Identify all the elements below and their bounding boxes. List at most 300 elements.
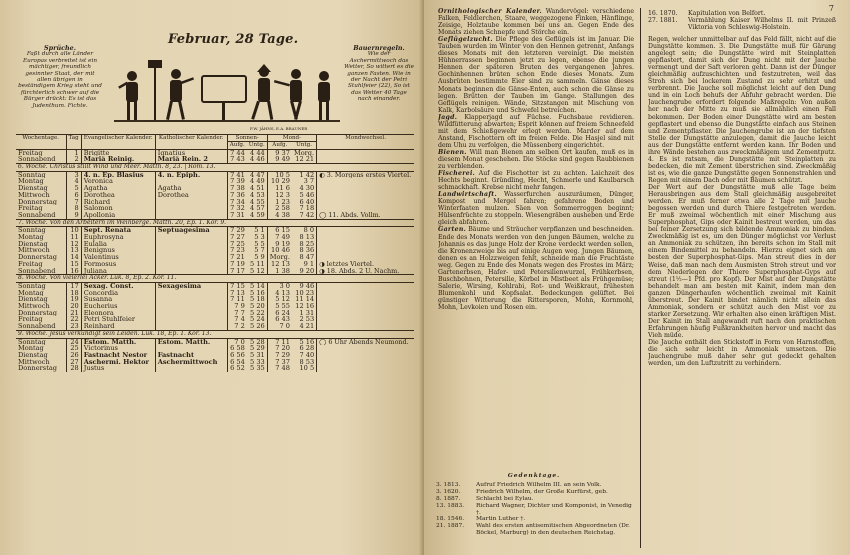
right-column-2 [648,36,836,367]
catholic-cell: Sexagesima [155,282,227,289]
sunset-cell: 4 51 [250,185,265,192]
gedenktage-list [436,482,632,537]
left-page [0,0,424,555]
moon-phase-cell [317,316,414,323]
evangelical-cell: Estom. Matth. [81,338,155,345]
evangelical-cell: Sept. Renata [81,227,155,234]
sunset-cell: 5 14 [250,282,265,290]
sunrise-cell: 7 13 [227,290,247,297]
evangelical-cell: Valentinus [81,254,155,261]
weekday-cell: Mittwoch [18,358,50,366]
day-row [16,178,414,185]
sunset-cell: 5 12 [250,267,265,275]
moonrise-cell: 9 19 [267,241,292,248]
day-number-cell: 5 [66,185,81,192]
gedenktag-row [436,503,632,517]
moon-phase-cell: ◯ 11. Abds. Vollm. [317,212,414,219]
text-paragraph [438,8,634,36]
moon-phase-cell [317,178,414,185]
weekday-cell: Montag [18,178,44,186]
moonrise-cell: 6 43 [267,316,292,323]
text-paragraph [438,170,634,191]
right-column-1 [438,8,634,311]
moonset-cell: 4 30 [299,185,315,192]
gedenktag-row [436,523,632,537]
paragraph-heading: Bienen. [438,148,467,156]
catholic-cell: Fastnacht [155,352,227,359]
moonrise-cell: 4 38 [267,212,292,219]
catholic-cell: Septuagesima [155,227,227,234]
sunrise-cell: 7 17 [227,268,247,275]
catholic-cell: Ignatius [155,149,227,156]
moonrise-cell: 10 29 [267,178,292,185]
header-moon-set: Untg. [292,142,317,149]
gedenktag-text: Richard Wagner, Dichter und Komponist, in Venedig †. [476,502,632,516]
day-number-cell: 23 [66,323,81,330]
evangelical-cell: Formosus [81,261,155,268]
gedenktag-row [436,496,632,503]
day-row [16,247,414,254]
evangelical-cell: Euphrosyna [81,234,155,241]
moonrise-cell: 12 3 [267,192,292,199]
moonset-cell: 8 36 [299,247,315,255]
moonrise-cell: 2 58 [267,205,292,212]
sunset-cell: 4 53 [250,191,265,199]
weekday-cell: Dienstag [18,240,48,248]
day-number-cell: 18 [66,290,81,297]
day-number-cell: 1 [66,149,81,156]
paragraph-body: Der Wert auf der Dungstätte muß alle Tage beim Herausbringen aus dem Stall gleichmäßig ausgebreitet werden. Er muß ferner etwa alle 2 Tage mit Jauche begossen werden und durch Thiere festgetreten werden. Er muß zweimal wöchentlich mit einer Mischung aus Superphosphat, Gips oder Kainit bestreut werden, um das bei feiner Zersetzung sich bildende Ammoniak zu binden. Zweckmäßig ist es, um den Dünger möglichst vor Verlust an Ammoniak zu schützen, ihn bereits schon im Stall mit einem Bindemittel zu behandeln. Hierzu eignet sich am besten der Superphosphat-Gips. Man streut dies in der Weise, daß man nach dem Ausmisten Stroh streut und vor dem Niederlegen der Thiere Superphosphat-Gyps auf streut (1½—1 Pfd. pro Kopf). Der Mist auf der Dungstätte behandelt man am besten mit Kainit, indem man den ganzen Düngerhaufen wöchentlich zweimal mit Kainit überstreut. Der Kainit bindet nämlich nicht allein das Ammoniak, sondern er schützt auch den Mist vor zu starker Zersetzung. Wir erhalten also einen kräftigen Mist. Der Kainit im Stall angewandt ruft nach den praktischen Erfahrungen häufig Fußkrankheiten hervor und macht das Vieh müde. [648,183,836,339]
commemoration-row [648,10,836,17]
catholic-cell [155,254,227,261]
catholic-cell [155,205,227,212]
sunset-cell: 4 46 [250,156,265,164]
sunset-cell: 4 44 [250,149,265,157]
moonrise-cell: 7 0 [267,323,292,330]
moonrise-cell: 7 20 [267,345,292,352]
moonset-cell: 6 28 [299,345,315,352]
moonrise-cell: 1 38 [267,268,292,275]
moon-phase-cell: ◯ 6 Uhr Abends Neumond. [317,338,414,345]
paragraph-body: Die Jauche enthält den Stickstoff in Form von Harnstoffen, die sich sehr leicht in Ammoniak umsetzen. Die Jauchengrube muß daher sehr gut gedeckt gehalten werden, um den Luftzutritt zu verhindern. [648,339,836,368]
table-header-row [16,135,414,142]
moon-phase-cell [317,296,414,303]
sunrise-cell: 7 29 [227,227,247,234]
evangelical-cell: Sexag. Const. [81,282,155,289]
moonset-cell: 7 40 [299,351,315,359]
illustration-dancing-figures [114,46,340,132]
moonset-cell: 8 0 [303,226,315,235]
evangelical-cell: Agatha [81,185,155,192]
sunset-cell: 5 20 [250,303,265,310]
commemoration-year: 27. 1881. [648,17,678,25]
moonset-cell: 7 42 [299,211,315,219]
weekday-cell: Mittwoch [18,303,50,310]
sunrise-cell: 7 43 [227,156,247,163]
weekday-cell: Freitag [18,149,43,157]
weekday-cell: Sonnabend [18,156,56,164]
page-number: 7 [828,4,834,13]
moonrise-cell: 9 37 [267,149,292,156]
catholic-cell [155,365,227,372]
evangelical-cell: Concordia [81,290,155,297]
moonset-cell: 8 25 [299,240,315,248]
header-moon-rise: Aufg. [267,142,292,149]
sunrise-cell: 7 36 [227,192,247,199]
paragraph-body: Bäume und Sträucher verpflanzen und beschneiden. Ende des Monats werden von den jungen Bäumen, welche zu Johannis es das junge Holz der Krone verdeckt werden sollen, die Kronenzweige bis auf einige Augen weg. Jungen Bäumen, denen es an Holzzweigen fehlt, schneide man die Fruchtäste weg. Gegen zu Ende des Monats wegen des Frostes im März; Gartenerbsen, Hafer- und Petersilienwurzel, Frühkerbsen, Buschbohnen, Petersilie, Körbel in Mistbeet als Frühgemüse; Salerie, Wirsing, Kohlrabi, Rot- und Weißkraut, frühesten Blumenkohl und Kopfsalat. Bedeckungen gelüftet. Bei günstiger Witterung die Rittersporen, Mohn, Kornmohl, Mohn, Levkoien und Rosen ein. [438,226,634,311]
weekday-cell: Dienstag [18,296,48,304]
catholic-cell [155,241,227,248]
day-row [16,352,414,359]
gedenktag-year: 3. 1813. [436,481,461,488]
weekday-cell: Montag [18,345,44,352]
day-number-cell: 21 [66,310,81,317]
moonset-cell: 1 42 [299,171,315,179]
moonrise-cell: 5 55 [267,303,292,310]
calendar-table [16,134,414,372]
sunrise-cell: 6 52 [227,365,247,372]
moon-phase-cell: ◐ 3. Morgens erstes Viertel. [317,171,414,178]
day-row [16,205,414,212]
moonrise-cell: 6 15 [267,227,292,234]
header-catholic: Katholischer Kalender. [155,135,227,150]
catholic-cell [155,345,227,352]
week-header-row [16,275,414,283]
weekday-cell: Dienstag [18,351,48,359]
text-paragraph [438,149,634,170]
moonset-cell: 3 7 [303,178,315,186]
evangelical-cell: Veronica [81,178,155,185]
day-row [16,303,414,310]
moonset-cell: 9 46 [299,282,315,290]
text-paragraph [648,339,836,367]
gedenktag-text: Wahl des ersten antisemitischen Abgeordneten (Dr. Böckel, Marburg) in den deutschen Reichstag. [476,523,630,537]
illustration-ground [114,120,340,122]
evangelical-cell: Susanna [81,296,155,303]
moonrise-cell: 5 12 [267,296,292,303]
sunset-cell: 5 29 [250,345,265,352]
sunrise-cell: 7 32 [227,205,247,212]
sunset-cell: 5 16 [250,289,265,297]
weekday-cell: Montag [18,234,44,241]
day-row [16,323,414,330]
weekday-cell: Mittwoch [18,247,50,255]
moon-phase-cell [317,234,414,241]
sunrise-cell: 7 41 [227,171,247,178]
header-weekday: Wochentage. [16,135,66,150]
day-number-cell: 15 [66,261,81,268]
moonset-cell: 12 16 [295,303,315,310]
moonset-cell: 7 18 [299,205,315,212]
moon-phase-cell [317,149,414,156]
sunset-cell: 5 22 [250,309,265,317]
sunrise-cell: 7 4 [227,316,247,323]
moon-phase-cell [317,247,414,254]
moonset-cell: 5 46 [299,191,315,199]
sunset-cell: 4 55 [250,198,265,206]
day-number-cell: 4 [66,178,81,185]
day-number-cell: 19 [66,296,81,303]
moonset-cell: 1 31 [299,309,315,317]
day-row [16,282,414,289]
paragraph-body: Will man Bienen am selben Ort kaufen, muß es in diesem Monat geschehen. Die Stöcke sind gegen Raubbienen zu verblenden. [438,148,634,171]
moonset-cell: Morg. [293,149,315,157]
evangelical-cell: Brigitte [81,149,155,156]
gedenktag-year: 13. 1883. [436,502,465,509]
moon-phase-cell [317,254,414,261]
day-number-cell: 12 [66,241,81,248]
day-number-cell: 7 [66,199,81,206]
moon-phase-cell [317,323,414,330]
sunrise-cell: 7 11 [227,296,247,303]
sunset-cell: 4 49 [250,178,265,186]
catholic-cell [155,247,227,254]
day-row [16,212,414,219]
moonset-cell: 8 13 [299,234,315,241]
paragraph-heading: Garten. [438,226,467,234]
day-row [16,338,414,345]
evangelical-cell: Eulalia [81,241,155,248]
text-paragraph [648,36,836,184]
sunrise-cell: 7 34 [227,199,247,206]
sunrise-cell: 7 21 [227,254,247,261]
sunrise-cell: 7 25 [227,241,247,248]
paragraph-heading: Fischerei. [438,170,476,178]
day-number-cell: 13 [66,247,81,254]
day-number-cell: 25 [66,345,81,352]
moon-phase-cell [317,241,414,248]
moon-phase-cell [317,192,414,199]
right-page [424,0,850,555]
silhouette-figures [118,60,330,120]
moonrise-cell: 7 48 [267,365,292,372]
moonrise-cell: 4 13 [267,290,292,297]
day-number-cell: 28 [66,365,81,372]
day-row [16,156,414,163]
evangelical-cell: Aschermi. Hektor [81,359,155,366]
gedenktage-title: Gedenktage. [507,472,561,479]
catholic-cell [155,316,227,323]
moonrise-cell: 9 49 [267,156,292,163]
week-header-row [16,330,414,338]
text-paragraph [438,114,634,149]
gedenktag-text: Martin Luther †. [476,516,526,523]
catholic-cell: Mariä Rein. 2 [155,156,227,163]
moon-phase-cell [317,345,414,352]
moonrise-cell: 7 49 [267,234,292,241]
sunset-cell: 4 47 [250,171,265,179]
text-paragraph [438,226,634,311]
moonrise-cell: 7 29 [267,352,292,359]
catholic-cell: 4. n. Epiph. [155,171,227,178]
moonrise-cell: 11 6 [267,185,292,192]
evangelical-cell: Salomon [81,205,155,212]
header-sun-rise: Aufg. [227,142,247,149]
week-header-row [16,164,414,172]
moonset-cell: 8 53 [299,358,315,366]
weekday-cell: Mittwoch [18,191,50,199]
evangelical-cell: Juliana [81,268,155,275]
paragraph-body: Regen, welcher unmittelbar auf das Feld fällt, nicht auf die Dungstätte kommen. 3. Die Dungstätte muß für Gärung angelegt sein; die Dungstätte wird mit Steinplatten gepflastert, damit sich der Dung nicht mit der Jauche vermengt und der Saft verloren geht. Dann ist der Dünger gleichmäßig aufzuschichten und festzutreten, weil das Stroh sich bei lockerem Zustand zu sehr erhitzt und verbrennt. Die Jauche soll möglichst leicht auf den Dung und in ein Loch behufs der Abfuhr gebracht werden. Die Jauchengrube erfordert folgende Maßregeln: Von außen her nach der Mitte zu muß sie allmählich einen Fall bekommen. Der Boden einer Dungstätte wird am besten gepflastert und ebenso die Dungstätte einfach aus Steinen und Zementpflaster. Die Jauchengrube ist an der tiefsten Stelle der Dungstätte anzulegen, damit die Jauche leicht aus der Dungstätte entfernt werden kann. Ihr Boden und ihre Wände bestehen aus zweckmäßigem und Zementputz. 4. Es ist ratsam, die Dungstätte mit Steinplatten zu bedecken, die mit Zement überstrichen sind. Zweckmäßig ist es, wie die ganze Dungstätte gegen Sonnenstrahlen und Regen mit einem Dach oder mit Bäumen schützt. [648,36,836,184]
text-paragraph [648,184,836,339]
sunset-cell: 5 31 [250,351,265,359]
evangelical-cell: Benignus [81,247,155,254]
sunrise-cell: 7 2 [227,323,247,330]
week-header-text: 7. Woche. Von den Arbeitern im Weinberge. Matth. 20, Ep. 1. Kor. 9. [16,219,414,227]
evangelical-cell: Justus [81,365,155,372]
gedenktag-text: Friedrich Wilhelm, der Große Kurfürst, geb. [476,488,608,495]
evangelical-cell: Victorinus [81,345,155,352]
day-row [16,310,414,317]
sunrise-cell: 7 9 [227,303,247,310]
paragraph-heading: Jagd. [438,113,458,121]
weekday-cell: Donnerstag [18,254,57,261]
bauernregeln-title: Bauernregeln. [353,44,405,52]
gedenktag-year: 3. 1620. [436,488,461,495]
sprueche-title: Sprüche. [44,44,76,52]
header-sun: Sonnen- [227,135,267,142]
moon-phase-cell [317,282,414,289]
paragraph-heading: Ornithologischer Kalender. [438,8,543,15]
moonrise-cell: Morg. [267,254,292,261]
week-header-row [16,219,414,227]
moon-phase-cell [317,205,414,212]
moonset-cell: 2 53 [299,316,315,324]
moonrise-cell: 3 0 [267,282,292,289]
sprueche-box [18,45,102,109]
evangelical-cell: Eleonora [81,310,155,317]
moon-phase-cell [317,303,414,310]
moon-phase-cell [317,227,414,234]
day-number-cell: 11 [66,234,81,241]
day-number-cell: 3 [66,171,81,178]
gedenktag-text: Aufruf Friedrich Wilhelm III. an sein Volk. [476,481,602,488]
weekday-cell: Freitag [18,205,43,212]
weekday-cell: Sonntag [18,171,46,179]
day-number-cell: 9 [66,212,81,219]
evangelical-cell: 4. n. Ep. Blasius [81,171,155,178]
weekday-cell: Sonntag [18,226,46,235]
moon-phase-cell [317,199,414,206]
moon-phase-cell: ◑ 18. Abds. 2 U. Nachm. [317,268,414,275]
moonset-cell: 8 47 [299,254,315,261]
weekday-cell: Donnerstag [18,365,57,373]
moon-phase-cell [317,290,414,297]
day-number-cell: 2 [66,156,81,163]
day-number-cell: 6 [66,192,81,199]
moonrise-cell: 10 5 [267,171,292,178]
header-day: Tag [66,135,81,150]
sunrise-cell: 7 44 [227,149,247,156]
column-divider [640,8,641,548]
right-column-2-dates [648,10,836,31]
gedenktag-row [436,482,632,489]
evangelical-cell: Mariä Reinig. [81,156,155,163]
catholic-cell [155,268,227,275]
sunrise-cell: 7 27 [227,234,247,241]
paragraph-body: Auf die Fischotter ist zu achten. Laichzeit des Hechts beginnt. Gründling, Hecht, Schmerle und Kaulbarsch schmackhaft. Krebse nicht mehr fangen. [438,170,634,192]
catholic-cell: Dorothea [155,192,227,199]
week-header-text: 9. Woche. Jesus verkündigt sein Leiden. Luk. 18, Ep. 1. Kor. 13. [16,330,414,338]
header-moon: Mond- [267,135,316,142]
day-row [16,149,414,156]
evangelical-cell: Eucherius [81,303,155,310]
sunrise-cell: 6 58 [227,345,247,352]
catholic-cell [155,290,227,297]
sunset-cell: 5 35 [250,365,265,373]
evangelical-cell: Richard [81,199,155,206]
moon-phase-cell [317,352,414,359]
sunset-cell: 5 24 [250,316,265,324]
calendar-body [16,149,414,372]
moon-phase-cell [317,359,414,366]
gedenktag-year: 8. 1887. [436,495,461,502]
day-row [16,365,414,372]
sunset-cell: 5 1 [254,226,265,235]
catholic-cell [155,234,227,241]
paragraph-heading: Geflügelzucht. [438,36,493,44]
catholic-cell: Estom. Matth. [155,338,227,345]
day-row [16,234,414,241]
day-row [16,192,414,199]
sunset-cell: 5 33 [250,358,265,366]
catholic-cell [155,212,227,219]
moonrise-cell: 6 24 [267,310,292,317]
sunrise-cell: 7 19 [227,261,247,268]
weekday-cell: Sonnabend [18,267,56,275]
day-row [16,185,414,192]
sunset-cell: 5 7 [254,247,265,255]
moon-phase-cell [317,156,414,163]
day-number-cell: 8 [66,205,81,212]
day-row [16,171,414,178]
day-row [16,261,414,268]
sunset-cell: 5 5 [254,240,265,248]
sunrise-cell: 7 31 [227,212,247,219]
moonrise-cell: 12 13 [267,261,292,268]
paragraph-body: Wasserfurchen auszuräumen, Dünger, Kompost und Mergel fahren; gefahrene Boden und Winterfaaten mulzen. Säen von Sommerroggen beginnt; Hülsenfrüchte zu stoppeln. Wiesengräben ausheben und Erde gleich abfahren. [438,191,634,227]
day-row [16,241,414,248]
illustration-caption: F.W. JÄHNS, E.A. BRAUNER [250,126,308,131]
day-number-cell: 20 [66,303,81,310]
weekday-cell: Donnerstag [18,198,57,206]
day-number-cell: 16 [66,268,81,275]
weekday-cell: Freitag [18,260,43,268]
sunset-cell: 5 18 [250,296,265,304]
catholic-cell [155,310,227,317]
moon-phase-cell [317,310,414,317]
sunrise-cell: 7 7 [227,310,247,317]
day-row [16,345,414,352]
commemoration-year: 16. 1870. [648,10,678,17]
gedenktag-row [436,489,632,496]
week-header-text: 6. Woche. Christus stillt Wind und Meer. Matth. 8, 23. | Röm. 13. [16,164,414,172]
catholic-cell [155,261,227,268]
sunrise-cell: 7 23 [227,247,247,254]
catholic-cell [155,303,227,310]
catholic-cell [155,178,227,185]
moonset-cell: 4 21 [299,323,315,331]
catholic-cell [155,323,227,330]
day-row [16,316,414,323]
day-row [16,254,414,261]
day-row [16,359,414,366]
moon-phase-cell: ◑ letztes Viertel. [317,261,414,268]
day-number-cell: 10 [66,227,81,234]
commemoration-text: Vermählung Kaiser Wilhelms II. mit Prinzeß Viktoria von Schleswig-Holstein. [688,17,836,32]
sunrise-cell: 7 39 [227,178,247,185]
day-row [16,290,414,297]
